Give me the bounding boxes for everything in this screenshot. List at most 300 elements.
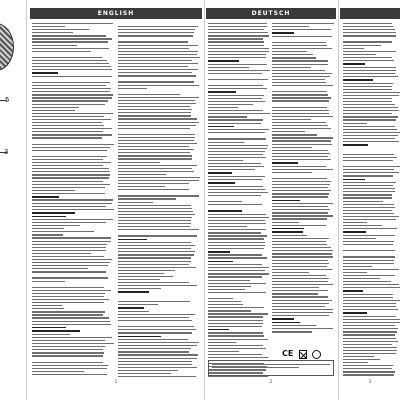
text-line — [272, 235, 307, 236]
text-line — [32, 150, 107, 151]
text-line — [208, 26, 267, 27]
text-line — [343, 116, 398, 117]
text-line — [118, 235, 197, 236]
text-line — [208, 76, 270, 77]
text-line — [32, 346, 105, 347]
text-line — [32, 174, 110, 175]
text-line — [208, 195, 261, 196]
text-line — [343, 57, 392, 58]
text-line — [118, 307, 144, 309]
text-line — [208, 70, 270, 71]
text-line — [208, 129, 269, 130]
text-line — [343, 287, 400, 288]
text-line — [32, 91, 110, 92]
text-line — [208, 280, 250, 281]
text-line — [272, 134, 317, 135]
text-line — [118, 329, 196, 330]
page-number: 2 — [269, 379, 273, 384]
text-line — [272, 82, 326, 83]
text-line — [343, 260, 394, 261]
text-line — [343, 104, 395, 105]
text-line — [343, 45, 381, 46]
text-line — [208, 41, 264, 42]
text-line — [272, 140, 331, 141]
text-line — [343, 316, 396, 317]
text-line — [208, 51, 269, 52]
text-line — [343, 365, 393, 366]
text-line — [118, 304, 158, 305]
text-line — [208, 201, 242, 202]
text-line — [272, 278, 329, 279]
text-line — [32, 66, 111, 67]
text-line — [272, 76, 330, 77]
text-line — [272, 79, 325, 80]
text-line — [208, 104, 253, 105]
text-line — [118, 279, 160, 280]
text-line — [118, 264, 189, 265]
text-line — [118, 155, 192, 156]
text-line — [118, 103, 196, 104]
text-line — [343, 219, 396, 220]
text-line — [272, 296, 328, 297]
text-line — [118, 171, 194, 172]
text-line — [118, 311, 149, 312]
text-line — [208, 35, 269, 36]
text-line — [272, 91, 327, 92]
text-line — [343, 341, 398, 342]
text-line — [208, 254, 262, 255]
text-line — [272, 187, 328, 188]
text-line — [118, 162, 160, 163]
text-line — [208, 138, 266, 139]
text-block-left — [208, 23, 270, 377]
text-line — [32, 104, 105, 105]
text-line — [118, 35, 193, 36]
text-line — [343, 235, 395, 236]
text-line — [32, 134, 112, 135]
text-line — [32, 97, 112, 98]
text-line — [343, 54, 376, 55]
text-line — [343, 89, 392, 90]
text-line — [32, 314, 103, 315]
text-line — [32, 209, 114, 210]
text-line — [343, 353, 396, 354]
text-line — [118, 106, 190, 107]
text-line — [118, 242, 191, 243]
text-line — [32, 79, 114, 80]
text-line — [272, 312, 333, 313]
text-line — [343, 144, 368, 146]
text-line — [118, 125, 196, 126]
text-line — [272, 51, 307, 52]
text-line — [208, 192, 268, 193]
text-line — [118, 91, 200, 92]
text-line — [32, 162, 111, 163]
text-line — [32, 296, 104, 297]
text-block-left — [343, 23, 400, 377]
text-line — [118, 63, 198, 64]
text-line — [118, 367, 197, 368]
text-line — [208, 348, 266, 349]
text-line — [272, 97, 331, 98]
text-line — [32, 265, 108, 266]
text-line — [343, 263, 394, 264]
text-line — [208, 29, 264, 30]
text-line — [208, 142, 244, 143]
text-line — [208, 45, 264, 46]
text-line — [208, 226, 247, 227]
text-line — [272, 156, 328, 157]
text-line — [118, 270, 175, 271]
text-line — [272, 256, 333, 257]
text-line — [118, 285, 197, 286]
text-line — [343, 86, 392, 87]
control-knob-icon — [0, 23, 14, 71]
text-line — [32, 247, 106, 248]
text-line — [343, 322, 400, 323]
text-line — [118, 345, 197, 346]
text-line — [32, 250, 106, 251]
text-line — [272, 190, 331, 191]
text-line — [272, 125, 328, 126]
text-line — [208, 238, 264, 239]
text-line — [343, 185, 393, 186]
text-line — [208, 204, 262, 205]
text-line — [272, 131, 305, 132]
text-line — [272, 238, 329, 239]
notice-box — [208, 360, 334, 376]
text-line — [32, 110, 75, 111]
text-line — [208, 145, 268, 146]
text-line — [343, 51, 396, 52]
text-line — [343, 325, 395, 326]
text-line — [208, 329, 229, 331]
text-line — [32, 35, 106, 36]
text-line — [343, 73, 395, 74]
text-line — [343, 207, 395, 208]
text-line — [208, 172, 232, 174]
text-line — [208, 207, 270, 208]
text-line — [272, 206, 328, 207]
text-line — [32, 165, 103, 166]
text-line — [272, 318, 294, 320]
text-line — [272, 272, 309, 273]
text-line — [32, 119, 111, 120]
text-line — [208, 307, 264, 308]
text-line — [343, 169, 394, 170]
text-line — [118, 94, 180, 95]
text-block-left — [32, 23, 114, 377]
text-line — [272, 263, 329, 264]
text-line — [118, 251, 195, 252]
text-line — [343, 303, 396, 304]
text-line — [32, 343, 114, 344]
text-line — [118, 72, 192, 73]
text-line — [272, 315, 329, 316]
text-line — [272, 253, 332, 254]
text-line — [343, 210, 392, 211]
text-line — [343, 284, 399, 285]
text-line — [32, 352, 104, 353]
text-line — [208, 245, 265, 246]
text-line — [208, 210, 242, 212]
text-line — [118, 192, 200, 193]
text-line — [118, 118, 197, 119]
text-line — [208, 163, 261, 164]
text-line — [343, 83, 393, 84]
text-line — [343, 197, 392, 198]
text-line — [32, 82, 110, 83]
text-line — [272, 269, 332, 270]
text-line — [118, 195, 199, 196]
text-line — [272, 218, 327, 219]
text-line — [118, 109, 192, 110]
text-line — [32, 54, 114, 55]
text-line — [118, 314, 195, 315]
text-line — [32, 241, 111, 242]
text-line — [272, 128, 331, 129]
text-line — [32, 327, 66, 329]
text-line — [208, 235, 267, 236]
text-line — [272, 200, 300, 202]
text-line — [208, 85, 263, 86]
text-line — [343, 294, 393, 295]
text-line — [343, 300, 400, 301]
text-line — [118, 245, 195, 246]
text-line — [118, 152, 190, 153]
text-line — [118, 370, 178, 371]
text-line — [208, 160, 243, 161]
text-line — [343, 182, 396, 183]
text-line — [272, 250, 333, 251]
text-line — [272, 231, 303, 233]
text-line — [118, 112, 191, 113]
text-line — [343, 151, 400, 152]
text-line — [343, 290, 363, 292]
text-line — [208, 48, 269, 49]
text-line — [118, 342, 199, 343]
text-line — [32, 116, 104, 117]
text-line — [343, 250, 395, 251]
text-line — [118, 211, 193, 212]
text-line — [343, 148, 400, 149]
text-line — [208, 292, 266, 293]
text-line — [208, 73, 262, 74]
text-line — [343, 225, 382, 226]
column-third — [340, 8, 400, 392]
column-body — [206, 19, 336, 385]
text-line — [272, 178, 327, 179]
text-line — [343, 194, 392, 195]
text-line — [118, 373, 171, 374]
text-line — [343, 281, 391, 282]
text-line — [272, 107, 327, 108]
text-line — [118, 189, 189, 190]
text-line — [118, 100, 195, 101]
text-line — [32, 287, 104, 288]
text-line — [118, 23, 200, 24]
text-line — [272, 303, 329, 304]
column-header: ENGLISH — [30, 8, 202, 19]
column-deutsch — [206, 8, 336, 392]
text-line — [272, 247, 331, 248]
text-line — [32, 365, 108, 366]
text-line — [118, 223, 191, 224]
text-line — [118, 54, 197, 55]
text-line — [208, 301, 241, 302]
text-line — [208, 323, 263, 324]
text-line — [272, 215, 333, 216]
text-line — [208, 113, 270, 114]
text-line — [32, 38, 112, 39]
text-line — [32, 181, 103, 182]
fold-line — [26, 0, 27, 400]
text-line — [32, 51, 91, 52]
text-line — [208, 135, 270, 136]
text-line — [343, 98, 392, 99]
text-line — [118, 267, 196, 268]
text-line — [208, 32, 268, 33]
text-line — [208, 342, 236, 343]
text-line — [32, 23, 113, 24]
text-line — [343, 95, 399, 96]
text-line — [208, 101, 265, 102]
text-line — [32, 193, 105, 194]
text-line — [208, 357, 268, 358]
text-line — [272, 331, 312, 332]
text-line — [208, 107, 238, 108]
text-line — [343, 110, 399, 111]
text-line — [343, 157, 397, 158]
text-line — [32, 147, 110, 148]
text-line — [208, 54, 266, 55]
text-line — [32, 237, 111, 238]
text-line — [118, 326, 194, 327]
text-line — [118, 177, 200, 178]
text-line — [208, 110, 263, 111]
text-line — [32, 302, 104, 303]
fold-line — [338, 0, 339, 400]
text-line — [32, 368, 107, 369]
text-line — [343, 138, 395, 139]
text-line — [118, 248, 191, 249]
text-line — [343, 126, 395, 127]
text-line — [208, 264, 262, 265]
text-line — [32, 100, 108, 101]
text-line — [343, 191, 395, 192]
text-line — [32, 48, 109, 49]
text-line — [272, 26, 309, 27]
text-line — [208, 351, 239, 352]
text-line — [272, 119, 311, 120]
column-english — [30, 8, 202, 392]
text-line — [343, 371, 395, 372]
text-line — [343, 26, 393, 27]
text-line — [118, 78, 200, 79]
text-line — [118, 332, 192, 333]
text-line — [118, 198, 176, 199]
text-line — [272, 70, 325, 71]
text-line — [208, 257, 267, 258]
text-line — [32, 168, 109, 169]
text-line — [343, 368, 392, 369]
text-line — [343, 163, 400, 164]
text-line — [118, 282, 189, 283]
text-line — [208, 82, 270, 83]
text-line — [272, 162, 298, 164]
text-line — [272, 150, 328, 151]
text-line — [343, 113, 392, 114]
text-line — [208, 126, 234, 128]
text-line — [272, 29, 331, 30]
text-line — [118, 97, 199, 98]
text-line — [118, 88, 147, 89]
text-line — [118, 261, 191, 262]
text-line — [118, 165, 197, 166]
text-line — [343, 32, 396, 33]
text-line — [32, 293, 105, 294]
text-line — [118, 140, 194, 141]
text-line — [32, 274, 114, 275]
text-line — [272, 39, 334, 40]
text-line — [343, 201, 383, 202]
text-line — [343, 269, 399, 270]
text-line — [32, 256, 104, 257]
text-line — [272, 300, 332, 301]
text-line — [343, 334, 395, 335]
text-line — [272, 137, 333, 138]
text-line — [272, 222, 299, 223]
text-line — [272, 328, 333, 329]
text-line — [32, 137, 102, 138]
text-line — [343, 141, 399, 142]
text-line — [343, 309, 398, 310]
text-line — [208, 304, 243, 305]
text-line — [343, 331, 397, 332]
text-line — [343, 297, 393, 298]
text-line — [118, 364, 192, 365]
text-line — [208, 232, 261, 233]
text-line — [343, 188, 395, 189]
text-line — [118, 134, 195, 135]
text-line — [32, 324, 111, 325]
text-line — [118, 66, 188, 67]
text-line — [32, 171, 110, 172]
text-line — [32, 113, 113, 114]
text-line — [32, 305, 62, 306]
text-line — [343, 67, 396, 68]
text-line — [272, 45, 327, 46]
text-line — [118, 214, 195, 215]
text-line — [32, 277, 108, 278]
text-line — [208, 91, 236, 93]
text-line — [343, 350, 397, 351]
text-line — [32, 225, 80, 226]
text-line — [208, 283, 266, 284]
text-line — [32, 144, 114, 145]
text-line — [32, 131, 103, 132]
text-line — [32, 321, 110, 322]
text-line — [272, 309, 333, 310]
text-line — [343, 79, 373, 81]
text-line — [272, 169, 333, 170]
text-line — [32, 308, 64, 309]
text-line — [118, 143, 197, 144]
text-line — [32, 32, 73, 33]
text-line — [343, 63, 365, 65]
text-line — [343, 312, 367, 314]
weee-bin-icon — [299, 350, 307, 359]
